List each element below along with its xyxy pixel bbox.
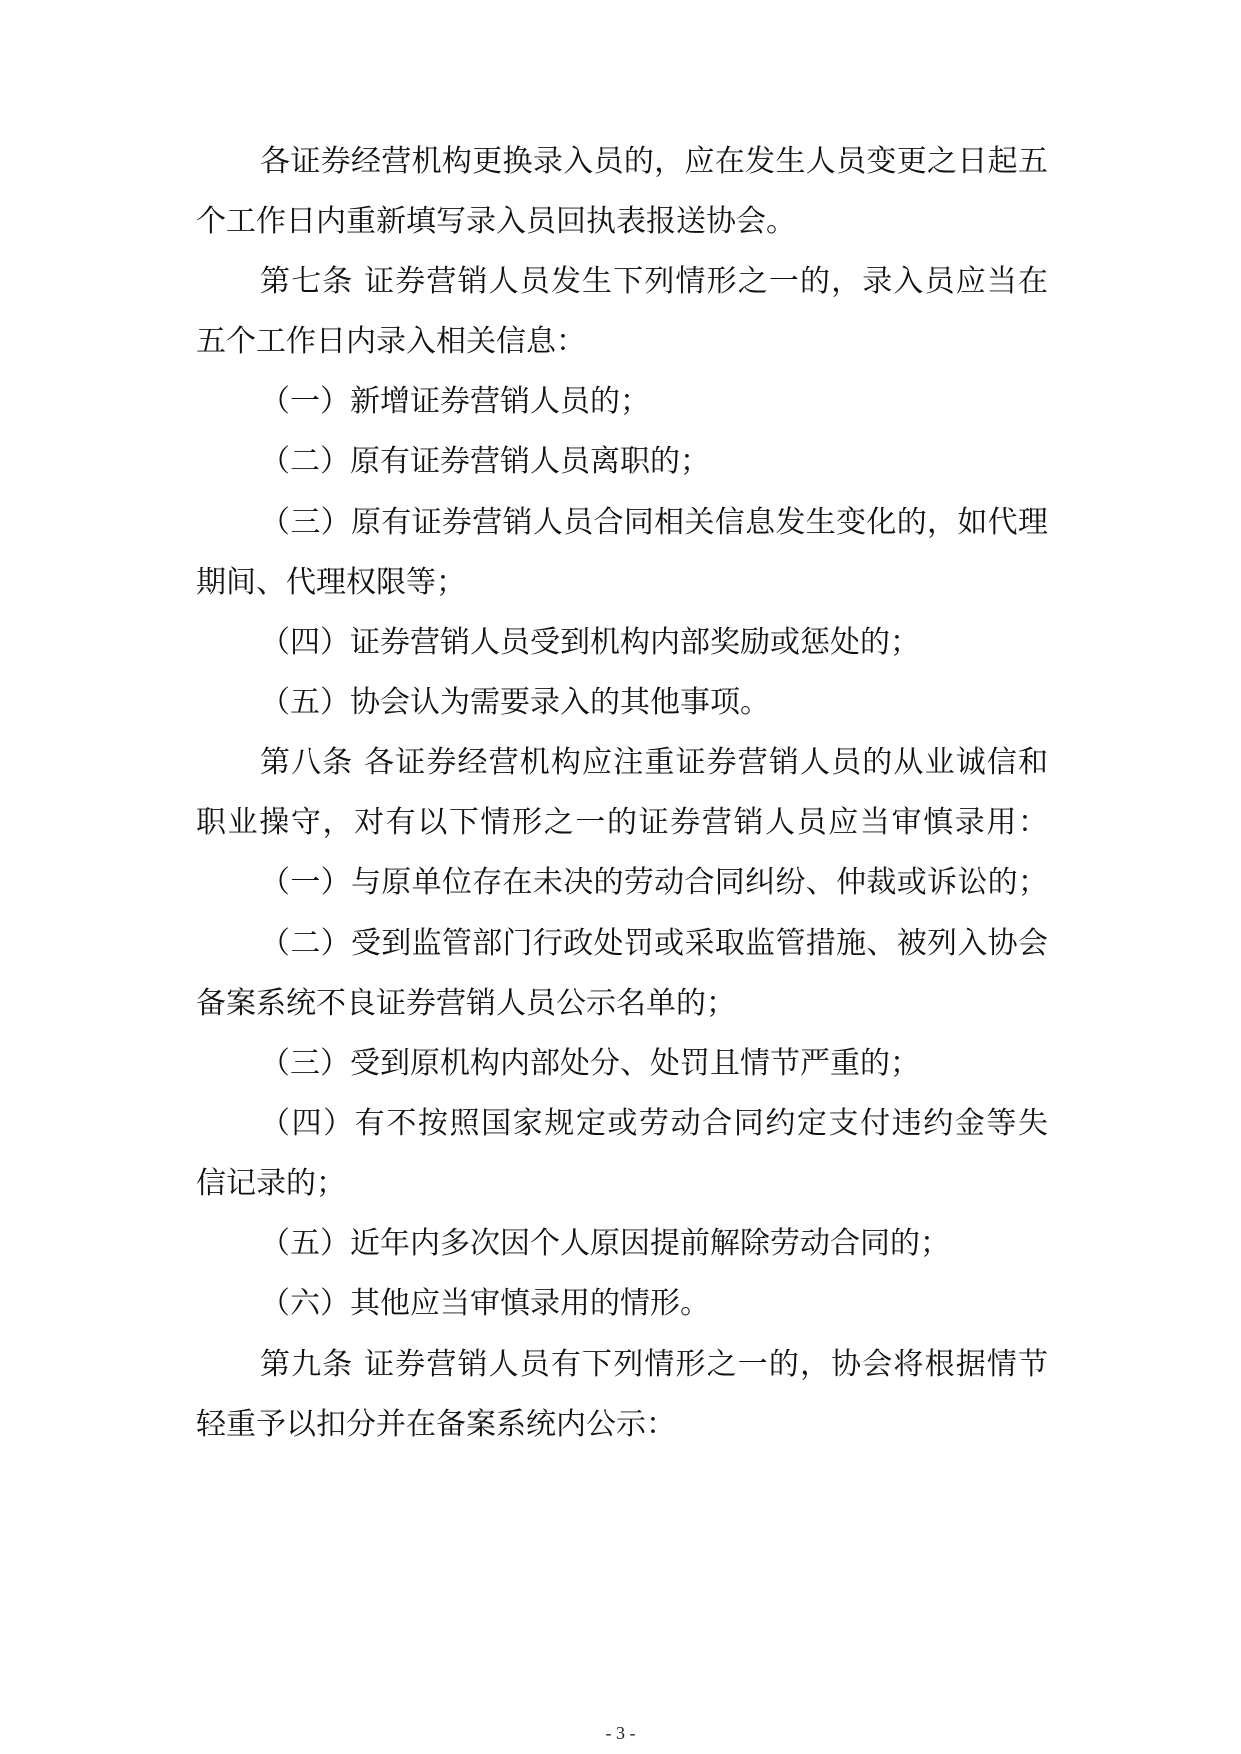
text-line: 个工作日内重新填写录入员回执表报送协会。 [196, 204, 796, 239]
text-line: 轻重予以扣分并在备案系统内公示： [196, 1407, 676, 1442]
list-item: （四）有不按照国家规定或劳动合同约定支付违约金等失 [260, 1106, 1048, 1141]
text-line: 各证券经营机构更换录入员的，应在发生人员变更之日起五 [260, 144, 1048, 179]
list-item: （五）协会认为需要录入的其他事项。 [260, 685, 770, 720]
list-item: （二）受到监管部门行政处罚或采取监管措施、被列入协会 [260, 926, 1048, 961]
text-line: 信记录的； [196, 1166, 346, 1201]
list-item: （一）与原单位存在未决的劳动合同纠纷、仲裁或诉讼的； [260, 865, 1048, 900]
article-7-line: 第七条 证券营销人员发生下列情形之一的，录入员应当在 [260, 264, 1048, 299]
article-8-line: 第八条 各证券经营机构应注重证券营销人员的从业诚信和 [260, 745, 1048, 780]
list-item: （四）证券营销人员受到机构内部奖励或惩处的； [260, 625, 920, 660]
list-item: （一）新增证券营销人员的； [260, 384, 650, 419]
page-number: - 3 - [605, 1723, 636, 1743]
list-item: （五）近年内多次因个人原因提前解除劳动合同的； [260, 1226, 950, 1261]
article-9-line: 第九条 证券营销人员有下列情形之一的，协会将根据情节 [260, 1347, 1048, 1382]
list-item: （二）原有证券营销人员离职的； [260, 444, 710, 479]
text-line: 期间、代理权限等； [196, 565, 466, 600]
list-item: （六）其他应当审慎录用的情形。 [260, 1286, 710, 1321]
list-item: （三）原有证券营销人员合同相关信息发生变化的，如代理 [260, 505, 1048, 540]
text-line: 备案系统不良证券营销人员公示名单的； [196, 986, 736, 1021]
text-line: 五个工作日内录入相关信息： [196, 324, 586, 359]
list-item: （三）受到原机构内部处分、处罚且情节严重的； [260, 1046, 920, 1081]
text-line: 职业操守，对有以下情形之一的证券营销人员应当审慎录用： [196, 805, 1048, 840]
